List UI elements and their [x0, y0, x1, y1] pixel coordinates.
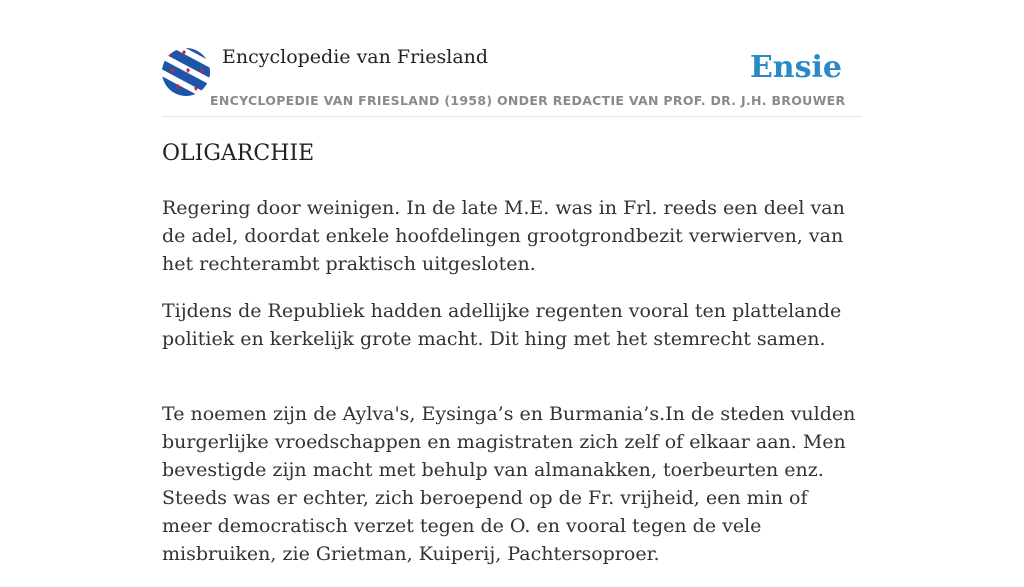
site-header	[162, 46, 862, 117]
article-paragraph: Regering door weinigen. In de late M.E. was in Frl. reeds een deel van de adel, doordat enkele hoofdelingen grootgrondbezit verwierven, van het rechterambt praktisch uitgesloten.	[162, 197, 845, 275]
article	[162, 138, 862, 587]
encyclopedia-subtitle: ENCYCLOPEDIE VAN FRIESLAND (1958) ONDER REDACTIE VAN PROF. DR. J.H. BROUWER	[210, 93, 846, 108]
article-paragraph: Tijdens de Republiek hadden adellijke regenten vooral ten plattelande politiek en kerkelijk grote macht. Dit hing met het stemrecht samen.	[162, 300, 842, 350]
ensie-logo[interactable]: Ensie	[749, 50, 842, 85]
site-title[interactable]: Encyclopedie van Friesland	[222, 46, 489, 68]
article-title: OLIGARCHIE	[162, 141, 315, 166]
frisian-flag-icon[interactable]	[162, 48, 210, 96]
paragraph-spacer	[162, 372, 862, 400]
article-paragraph: Te noemen zijn de Aylva's, Eysinga’s en Burmania’s.In de steden vulden burgerlijke vroedschappen en magistraten zich zelf of elkaar aan. Men bevestigde zijn macht met behulp van almanakken, toerbeurten enz. Steeds was er echter, zich beroepend op de Fr. vrijheid, een min of meer democratisch verzet tegen de O. en vooral tegen de vele misbruiken, zie Grietman, Kuiperij, Pachtersoproer.	[162, 403, 856, 565]
